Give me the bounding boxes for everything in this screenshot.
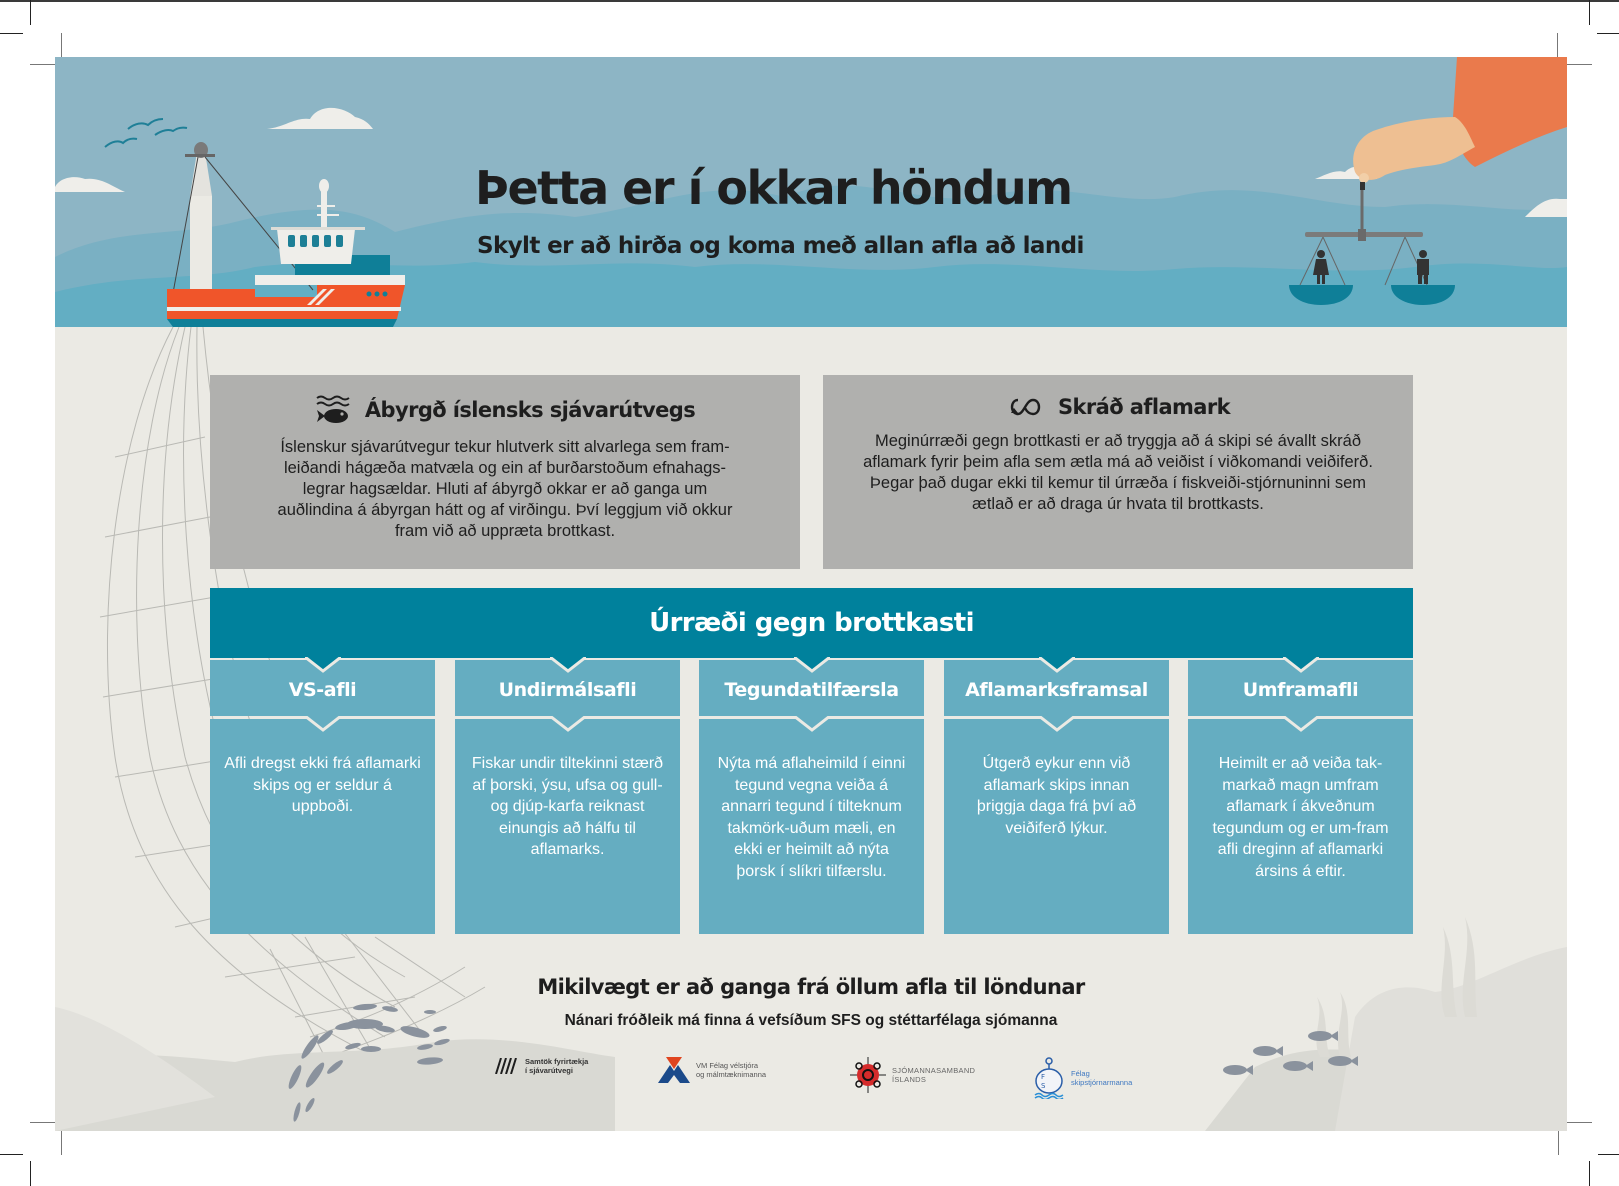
crop-mark (61, 33, 62, 57)
chevron-down-icon (1283, 716, 1319, 732)
info-box-body: Íslenskur sjávarútvegur tekur hlutverk sitt alvarlega sem fram-leiðandi hágæða matvæla og ein af burðarstoðum efnahags-legrar hagsældar. Hluti af ábyrgð okkar er að ganga um auðlindina á ábyrgan hátt og af virðingu. Því leggjum við okkur fram við að uppræta brottkast. (277, 438, 733, 540)
logo-label: SJÓMANNASAMBAND (892, 1066, 976, 1075)
svg-text:F: F (1041, 1073, 1046, 1081)
crop-mark (1589, 1161, 1590, 1186)
logo-sjomannasamband[interactable] (850, 1057, 975, 1093)
logo-label: ÍSLANDS (892, 1075, 927, 1084)
info-box-body: Meginúrræði gegn brottkasti er að tryggja að á skipi sé ávallt skráð aflamark fyrir þeim afla sem ætla má að veiðist í viðkomandi veiðiferð. Þegar það dugar ekki til kemur til úrræða í fiskveiði-stjórnuninni sem ætlað er að draga úr hvata til brottkasts. (863, 432, 1373, 513)
crop-mark (0, 1154, 23, 1155)
info-box-heading: Ábyrgð íslensks sjávarútvegs (364, 398, 696, 422)
measure-column-aflamarksframsal (944, 660, 1169, 934)
logo-vm[interactable] (658, 1057, 766, 1083)
measure-body: Heimilt er að veiða tak-markað magn umfram aflamark í ákveðnum tegundum og er um-fram afli dreginn af aflamarki ársins á eftir. (1212, 755, 1389, 880)
measure-heading: Aflamarksframsal (944, 660, 1169, 716)
footer-title: Mikilvægt er að ganga frá öllum afla til löndunar (537, 975, 1085, 999)
measure-body-box (944, 719, 1169, 934)
logo-label: skipstjórnarmanna (1071, 1078, 1133, 1087)
birds (105, 119, 187, 147)
chevron-down-icon (794, 716, 830, 732)
poster (55, 57, 1567, 1131)
chevron-down-icon (550, 716, 586, 732)
crop-mark (1589, 0, 1590, 25)
logo-label: VM Félag vélstjóra (696, 1061, 759, 1070)
measure-body: Afli dregst ekki frá aflamarki skips og er seldur á uppboði. (224, 755, 421, 815)
vm-logo-icon (658, 1057, 690, 1083)
chevron-down-icon (1039, 657, 1075, 673)
footer-subtitle: Nánari fróðleik má finna á vefsíðum SFS og stéttarfélaga sjómanna (564, 1012, 1058, 1029)
chevron-down-icon (1039, 716, 1075, 732)
logo-label: í sjávarútvegi (525, 1066, 573, 1075)
crop-mark (30, 1161, 31, 1186)
logo-label: Félag (1071, 1069, 1090, 1078)
page-subtitle: Skylt er að hirða og koma með allan afla að landi (477, 233, 1084, 259)
crop-mark (1557, 33, 1558, 57)
logo-sfs[interactable] (495, 1057, 588, 1075)
measure-column-undirmalsafli (455, 660, 680, 934)
sfs-logo-icon (495, 1058, 519, 1074)
ship-wheel-logo-icon (850, 1057, 886, 1093)
measure-body: Nýta má aflaheimild í einni tegund vegna veiða á annarri tegund í tilteknum takmörk-uðum mæli, en ekki er heimilt að nýta þorsk í slíkri tilfærslu. (717, 755, 906, 880)
measure-body-box (699, 719, 924, 934)
info-box-registered-quota (823, 375, 1413, 569)
crop-mark (30, 1122, 55, 1123)
info-box-responsibility (210, 375, 800, 569)
logo-felag-skipstjornarmanna[interactable] (1033, 1057, 1132, 1099)
crop-mark (30, 64, 55, 65)
crop-mark (1558, 1131, 1559, 1155)
chevron-down-icon (794, 657, 830, 673)
crop-mark (0, 33, 23, 34)
logo-label: Samtök fyrirtækja (525, 1057, 589, 1066)
measure-heading: Undirmálsafli (455, 660, 680, 716)
info-box-heading: Skráð aflamark (1057, 395, 1230, 419)
measures-banner: Úrræði gegn brottkasti (210, 588, 1413, 658)
measure-column-vs-afli (210, 660, 435, 934)
crop-mark (61, 1131, 62, 1155)
measure-body: Útgerð eykur enn við aflamark skips innan þriggja daga frá því að veiðiferð lýkur. (976, 755, 1137, 837)
measure-column-tegundatilfaersla (699, 660, 924, 934)
measure-body-box (210, 719, 435, 934)
fish-waves-icon (315, 395, 351, 425)
measure-column-umframafli (1188, 660, 1413, 934)
measure-heading: VS-afli (210, 660, 435, 716)
crop-mark (1598, 1154, 1619, 1155)
chevron-down-icon (305, 716, 341, 732)
window-top-border (0, 0, 1619, 2)
measure-body-box (1188, 719, 1413, 934)
anchor-logo-icon (1033, 1057, 1065, 1099)
crop-mark (1597, 33, 1619, 34)
loop-icon (1006, 396, 1044, 418)
crop-mark (1567, 64, 1592, 65)
header-banner (55, 57, 1567, 327)
chevron-down-icon (1283, 657, 1319, 673)
crop-mark (1567, 1122, 1592, 1123)
svg-text:S: S (1041, 1082, 1046, 1090)
page-title: Þetta er í okkar höndum (475, 161, 1072, 215)
measure-body-box (455, 719, 680, 934)
measure-heading: Umframafli (1188, 660, 1413, 716)
measure-body: Fiskar undir tiltekinni stærð af þorski, ýsu, ufsa og gull- og djúp-karfa reiknast einungis að hálfu til aflamarks. (471, 755, 664, 858)
measure-heading: Tegundatilfærsla (699, 660, 924, 716)
logo-label: og málmtæknimanna (696, 1070, 767, 1079)
chevron-down-icon (550, 657, 586, 673)
crop-mark (30, 0, 31, 25)
chevron-down-icon (305, 657, 341, 673)
